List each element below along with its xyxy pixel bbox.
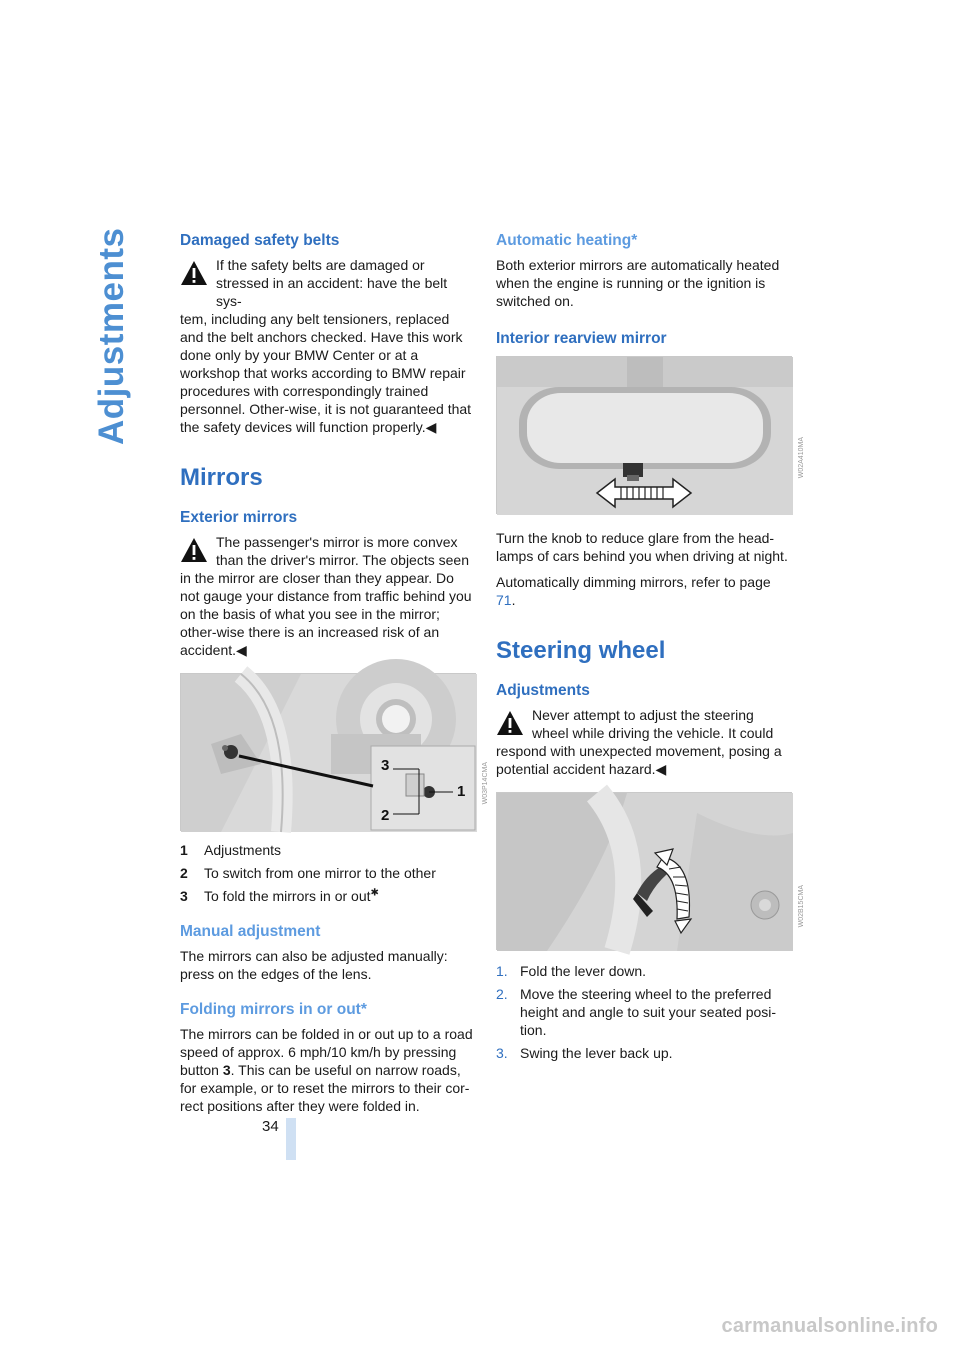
side-section-label: Adjustments [92, 228, 131, 446]
exterior-warning-text: in the mirror are closer than they appear. Do not gauge your distance from traffic behind you on the basis of what you see in the mirror; other-wise there is an increased risk of an accident.◀ [180, 570, 472, 658]
rearview-text: Turn the knob to reduce glare from the head-lamps of cars behind you when driving at night. [496, 530, 788, 564]
list-item: 3 To fold the mirrors in or out✱ [180, 887, 379, 904]
steering-warning-line2: wheel while driving the vehicle. It could [532, 725, 774, 741]
steering-warning-line1: Never attempt to adjust the steering [532, 707, 754, 723]
page-71-link[interactable]: 71 [496, 592, 512, 608]
list-item: 2 To switch from one mirror to the other [180, 865, 436, 881]
warning-triangle-icon [496, 710, 524, 736]
damaged-belts-heading: Damaged safety belts [180, 232, 340, 249]
callout-3: 3 [381, 757, 390, 774]
page-number: 34 [262, 1118, 279, 1135]
interior-rearview-heading: Interior rearview mirror [496, 330, 667, 347]
figure-code: W02A410MA [798, 437, 805, 479]
rearview-mirror-illustration [497, 357, 793, 515]
exterior-mirrors-heading: Exterior mirrors [180, 509, 298, 526]
belts-warning-text: tem, including any belt tensioners, replaced and the belt anchors checked. Have this work done only by your BMW Center or at a workshop that works according to BMW repair procedures with correspondingly trained personnel. Other-wise, it is not guaranteed that the safety devices will function properly.◀ [180, 311, 472, 435]
mirror-switch-illustration [181, 674, 477, 832]
automatic-heating-text: Both exterior mirrors are automatically heated when the engine is running or the ignition is switched on. [496, 257, 780, 309]
belts-warning-line1: If the safety belts are damaged or [216, 257, 425, 273]
mirrors-heading: Mirrors [180, 464, 263, 491]
figure-code: W03P14CMA [482, 762, 489, 805]
exterior-mirror-switch-figure [180, 673, 489, 831]
exterior-warning-line2: than the driver's mirror. The objects seen [216, 552, 469, 568]
belts-warning-line2: stressed in an accident: have the belt sys- [216, 275, 448, 309]
steering-lever-illustration [497, 793, 793, 951]
belts-warning [180, 256, 476, 436]
exterior-mirrors-warning [180, 533, 476, 659]
callout-1: 1 [457, 783, 466, 800]
manual-adjustment-text: The mirrors can also be adjusted manually: press on the edges of the lens. [180, 948, 448, 982]
right-column [496, 228, 805, 1062]
mirror-controls-list [180, 841, 476, 905]
folding-mirrors-text: The mirrors can be folded in or out up to a road speed of approx. 6 mph/10 km/h by pressing button 3. This can be useful on narrow roads, for example, or to reset the mirrors to their cor-rect positions after they were folded in. [180, 1026, 473, 1114]
steering-adjustments-heading: Adjustments [496, 682, 590, 699]
figure-code: W02B15CMA [798, 885, 805, 928]
rearview-mirror-figure [496, 356, 805, 514]
steering-warning [496, 706, 792, 778]
folding-mirrors-heading: Folding mirrors in or out* [180, 1001, 367, 1018]
warning-triangle-icon [180, 537, 208, 563]
steering-wheel-heading: Steering wheel [496, 637, 666, 664]
auto-dimming-text: Automatically dimming mirrors, refer to page 71. [496, 574, 771, 608]
watermark: carmanualsonline.info [721, 1315, 938, 1337]
manual-adjustment-heading: Manual adjustment [180, 923, 321, 940]
automatic-heating-heading: Automatic heating* [496, 232, 638, 249]
steering-steps-list [496, 962, 792, 1062]
page-number-bar [286, 1118, 296, 1160]
left-column [180, 228, 489, 1115]
exterior-warning-line1: The passenger's mirror is more convex [216, 534, 458, 550]
warning-triangle-icon [180, 260, 208, 286]
list-item: 3. Swing the lever back up. [496, 1045, 673, 1061]
steering-warning-text: respond with unexpected movement, posing a potential accident hazard.◀ [496, 743, 782, 777]
list-item: 1. Fold the lever down. [496, 963, 647, 979]
list-item: 1 Adjustments [180, 842, 282, 858]
list-item: 2. Move the steering wheel to the preferred height and angle to suit your seated posi-tion. [496, 986, 777, 1038]
callout-2: 2 [381, 807, 390, 824]
steering-lever-figure [496, 792, 805, 950]
option-star-icon: ✱ [370, 887, 379, 899]
